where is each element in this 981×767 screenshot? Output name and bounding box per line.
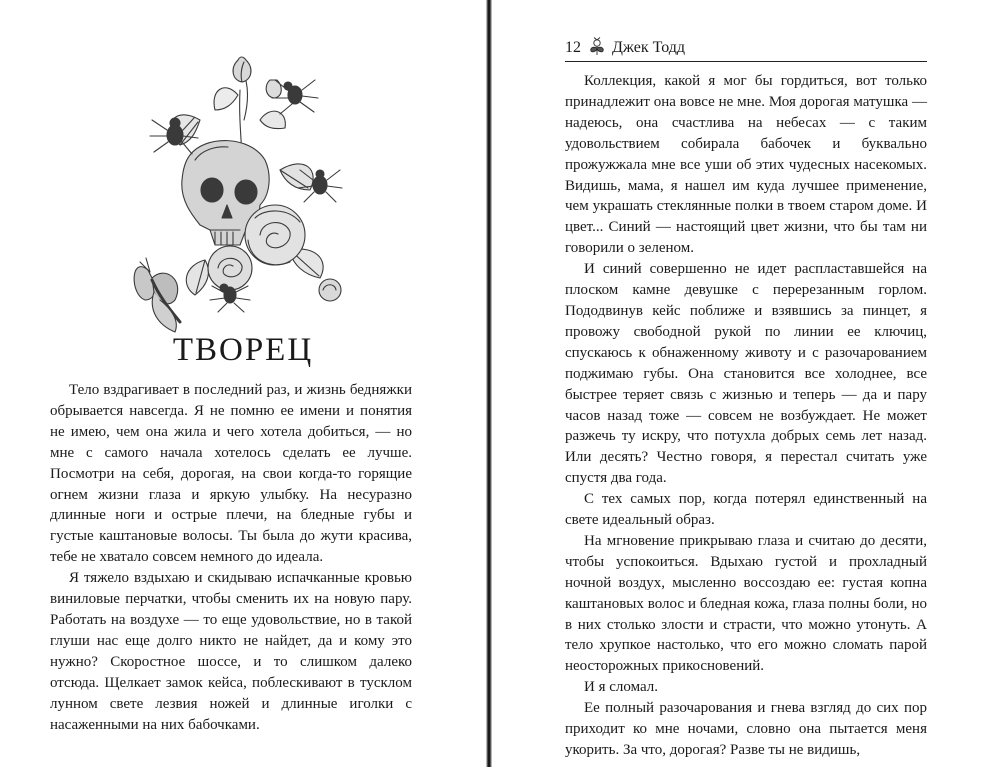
rose-icon <box>245 205 305 265</box>
paragraph: Коллекция, какой я мог бы гордиться, вот только принадлежит она вовсе не мне. Моя дорогая матушка — надеюсь, она счастлива на небесах — с таким удовольствием собирала бабочек и буквально прожужжала мне все уши об этих чудесных насекомых. Видишь, мама, я нашел им куда лучшее применение, чем украшать стеклянные полки в твоем старом доме. И цвет... Синий — настоящий цвет жизни, что бы там ни говорили о зеленом. <box>565 73 927 257</box>
moth-emblem-icon <box>588 37 606 57</box>
paragraph: И синий совершенно не идет распластавшейся на плоском камне девушке с перерезанным горлом. Пододвинув кейс поближе и взявшись за пинцет, я провожу свободной рукой по линии ее ключиц, спускаюсь к обнаженному животу и с разочарованием поджимаю губы. Она становится все холоднее, все быстрее теряет связь с жизнью и теперь — да и пару часов назад тоже — совсем не возбуждает. Не может разжечь ту искру, что потухла добрых семь лет назад. Или десять? Честно говоря, я перестал считать уже спустя два года. <box>565 261 927 487</box>
paragraph: Я тяжело вздыхаю и скидываю испачканные кровью виниловые перчатки, чтобы сменить их на новую пару. Работать на воздухе — то еще удовольствие, но в такой глуши нас еще долго никто не найдет, да и кому это нужно? Скоростное шоссе, и то слишком далеко отсюда. Щелкает замок кейса, поблескивают в тусклом лунном свете лезвия ножей и длинные иголки с насаженными на них бабочками. <box>50 570 412 733</box>
paragraph: С тех самых пор, когда потерял единственный на свете идеальный образ. <box>565 491 927 529</box>
paragraph: На мгновение прикрываю глаза и считаю до десяти, чтобы успокоиться. Вдыхаю густой и прохладный ночной воздух, мысленно воссоздаю ее: густая копна каштановых волос и бледная кожа, глаза полны боли, но в них столько злости и страсти, что можно утонуть. А тело хрупкое настолько, что его можно сломать парой неосторожных прикосновений. <box>565 532 927 675</box>
rose-bud-icon <box>233 57 251 82</box>
running-head-author: Джек Тодд <box>612 39 686 56</box>
spider-icon <box>210 284 250 312</box>
right-page-text <box>565 71 927 761</box>
rose-icon <box>208 246 252 290</box>
moth-icon <box>134 258 180 332</box>
left-page <box>0 0 486 767</box>
chapter-title: ТВОРЕЦ <box>172 332 314 368</box>
paragraph: Ее полный разочарования и гнева взгляд до сих пор приходит ко мне ночами, словно она пытается меня укорить. За что, дорогая? Разве ты не видишь, <box>565 700 927 758</box>
paragraph: Тело вздрагивает в последний раз, и жизнь бедняжки обрывается навсегда. Я не помню ее имени и понятия не имею, чем она жила и чего хотела добиться, — но мне с самого начала хотелось сделать ее лучше. Посмотри на себя, дорогая, на свои когда-то горящие огнем жизни глаза и яркую улыбку. На несуразно длинные ноги и острые плечи, на бледные губы и густые каштановые волосы. Ты была до жути красива, тебе не хватало совсем немного до идеала. <box>50 382 412 566</box>
paragraph: И я сломал. <box>584 679 659 696</box>
right-page <box>492 0 981 767</box>
page-number: 12 <box>565 39 581 56</box>
running-head <box>565 37 927 62</box>
rose-bud-icon <box>319 279 341 301</box>
left-page-text <box>50 380 412 735</box>
skull-roses-illustration <box>120 50 360 340</box>
